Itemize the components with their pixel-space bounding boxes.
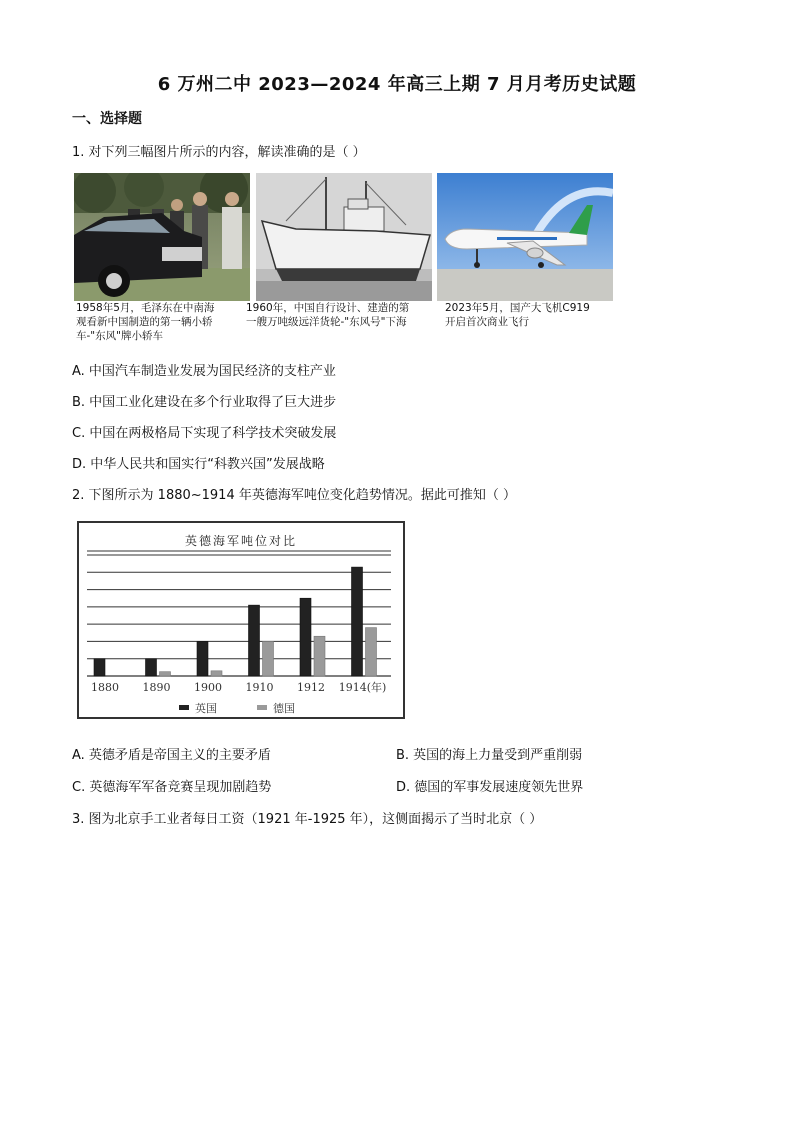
q2-option-b[interactable]: B. 英国的海上力量受到严重削弱 xyxy=(396,748,583,763)
bar-德国 xyxy=(263,641,274,676)
q1-option-a[interactable]: A. 中国汽车制造业发展为国民经济的支柱产业 xyxy=(72,364,336,379)
q2-option-c[interactable]: C. 英德海军军备竞赛呈现加剧趋势 xyxy=(72,780,272,795)
exam-title: 6 万州二中 2023—2024 年高三上期 7 月月考历史试题 xyxy=(157,74,637,95)
caption-line: 开启首次商业飞行 xyxy=(445,316,529,328)
bar-英国 xyxy=(352,567,363,676)
photo-plane-caption xyxy=(445,301,629,329)
q1-option-c[interactable]: C. 中国在两极格局下实现了科学技术突破发展 xyxy=(72,426,337,441)
navy-tonnage-chart xyxy=(77,521,405,719)
chart-title: 英德海军吨位对比 xyxy=(184,534,298,548)
x-tick-label: 1912 xyxy=(297,681,325,694)
section-heading: 一、选择题 xyxy=(72,111,142,127)
caption-line: 2023年5月，国产大飞机C919 xyxy=(445,302,590,314)
caption-line: 1958年5月，毛泽东在中南海 xyxy=(76,302,215,314)
x-tick-label: 1910 xyxy=(245,681,274,694)
q3-stem: 3. 图为北京手工业者每日工资（1921 年-1925 年），这侧面揭示了当时北京（ ） xyxy=(72,812,543,827)
bar-英国 xyxy=(197,641,208,676)
x-tick-label: 1900 xyxy=(194,681,222,694)
chart-svg xyxy=(79,523,403,717)
bar-德国 xyxy=(366,628,377,676)
photo-car-caption xyxy=(76,301,260,343)
bar-英国 xyxy=(249,605,260,676)
x-tick-label: 1914(年) xyxy=(338,681,387,694)
q1-option-b[interactable]: B. 中国工业化建设在多个行业取得了巨大进步 xyxy=(72,395,337,410)
q2-option-a[interactable]: A. 英德矛盾是帝国主义的主要矛盾 xyxy=(72,748,271,763)
x-tick-label: 1890 xyxy=(142,681,171,694)
caption-line: 车-"东风"牌小轿车 xyxy=(76,330,163,342)
bar-德国 xyxy=(314,636,325,676)
photo-ship xyxy=(256,173,432,301)
bar-英国 xyxy=(300,598,311,676)
caption-line: 一艘万吨级远洋货轮-"东风号"下海 xyxy=(246,316,407,328)
photo-plane xyxy=(437,173,613,301)
bar-英国 xyxy=(146,659,157,676)
legend-swatch xyxy=(257,705,267,710)
q2-stem: 2. 下图所示为 1880~1914 年英德海军吨位变化趋势情况。据此可推知（ ） xyxy=(72,488,516,503)
photo-ship-caption xyxy=(246,301,430,329)
legend-swatch xyxy=(179,705,189,710)
x-tick-label: 1880 xyxy=(91,681,119,694)
photo-car xyxy=(74,173,250,301)
q1-stem: 1. 对下列三幅图片所示的内容，解读准确的是（ ） xyxy=(72,145,366,160)
bar-德国 xyxy=(160,672,171,676)
caption-line: 1960年，中国自行设计、建造的第 xyxy=(246,302,410,314)
caption-line: 观看新中国制造的第一辆小轿 xyxy=(76,316,213,328)
legend-label: 德国 xyxy=(273,702,295,715)
q2-option-d[interactable]: D. 德国的军事发展速度领先世界 xyxy=(396,780,584,795)
bar-英国 xyxy=(94,659,105,676)
legend-label: 英国 xyxy=(195,702,217,715)
bar-德国 xyxy=(211,671,222,676)
q1-option-d[interactable]: D. 中华人民共和国实行“科教兴国”发展战略 xyxy=(72,457,325,472)
